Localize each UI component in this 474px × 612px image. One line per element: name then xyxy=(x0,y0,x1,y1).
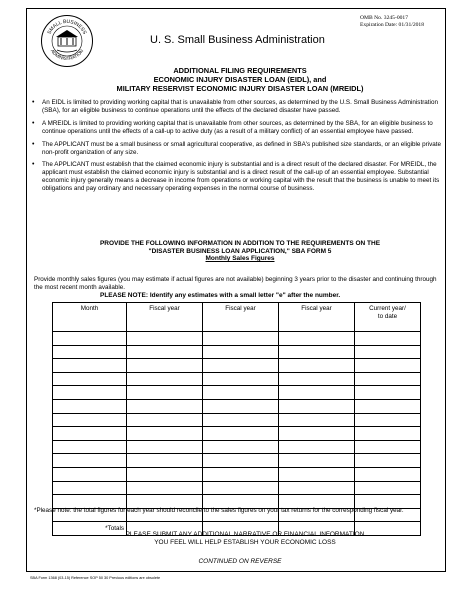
sales-entry-cell[interactable] xyxy=(355,454,421,468)
table-body xyxy=(53,332,421,536)
sales-entry-cell[interactable] xyxy=(355,467,421,481)
sales-entry-cell[interactable] xyxy=(127,386,203,400)
bullet-item xyxy=(30,99,445,115)
table-row xyxy=(53,467,421,481)
monthly-sales-table xyxy=(52,302,421,536)
sales-entry-cell[interactable] xyxy=(279,427,355,441)
sales-entry-cell[interactable] xyxy=(279,359,355,373)
sales-entry-cell[interactable] xyxy=(127,481,203,495)
form-title xyxy=(60,66,420,93)
provide-line-2: "DISASTER BUSINESS LOAN APPLICATION," SBA FORM 5 xyxy=(148,247,332,255)
sales-entry-cell[interactable] xyxy=(127,440,203,454)
sales-entry-cell[interactable] xyxy=(53,413,127,427)
sales-entry-cell[interactable] xyxy=(53,399,127,413)
bullet-text: An EIDL is limited to providing working capital that is unavailable from other sources, as determined by the U.S. Small Business Administration (SBA), for an eligible business to continue operations until the effects of the declared disaster have passed. xyxy=(42,99,438,114)
provide-heading xyxy=(70,240,410,263)
agency-name: U. S. Small Business Administration xyxy=(150,34,325,46)
omb-number: OMB No. 3245-0017 xyxy=(360,15,409,21)
sales-entry-cell[interactable] xyxy=(203,467,279,481)
sales-entry-cell[interactable] xyxy=(279,440,355,454)
sales-entry-cell[interactable] xyxy=(203,427,279,441)
bullet-item xyxy=(30,120,445,136)
sales-entry-cell[interactable] xyxy=(355,440,421,454)
sales-entry-cell[interactable] xyxy=(203,386,279,400)
sales-entry-cell[interactable] xyxy=(279,413,355,427)
sales-entry-cell[interactable] xyxy=(53,454,127,468)
header-fiscal-year-3: Fiscal year xyxy=(279,303,355,332)
expiration-date: Expiration Date: 01/31/2018 xyxy=(360,22,425,28)
sales-entry-cell[interactable] xyxy=(279,386,355,400)
bullet-icon: • xyxy=(32,161,35,169)
sales-entry-cell[interactable] xyxy=(53,345,127,359)
bullet-icon: • xyxy=(32,99,35,106)
submit-line-2: YOU FEEL WILL HELP ESTABLISH YOUR ECONOMIC LOSS xyxy=(154,539,336,546)
sales-entry-cell[interactable] xyxy=(279,399,355,413)
header-current-year: Current year/ to date xyxy=(355,303,421,332)
intro-text: Provide monthly sales figures (you may estimate if actual figures are not available) beginning 3 years prior to the disaster and continuing through the most recent month available. xyxy=(34,276,437,291)
sales-entry-cell[interactable] xyxy=(279,481,355,495)
sales-entry-cell[interactable] xyxy=(53,467,127,481)
sales-entry-cell[interactable] xyxy=(279,454,355,468)
totals-label: *Totals xyxy=(53,522,127,536)
sales-entry-cell[interactable] xyxy=(127,359,203,373)
sales-entry-cell[interactable] xyxy=(203,399,279,413)
requirements-list xyxy=(30,99,445,198)
totals-footnote: *Please note: the total figures for each year should reconcile to the sales figures on your tax returns for the corresponding fiscal year. xyxy=(34,507,404,514)
sales-entry-cell[interactable] xyxy=(355,481,421,495)
sales-entry-cell[interactable] xyxy=(203,413,279,427)
table-row xyxy=(53,427,421,441)
sales-entry-cell[interactable] xyxy=(203,481,279,495)
sales-entry-cell[interactable] xyxy=(127,332,203,346)
header-fiscal-year-2: Fiscal year xyxy=(203,303,279,332)
bullet-text: The APPLICANT must establish that the claimed economic injury is substantial and is a direct result of the declared disaster. For MREIDL, the applicant must establish the claimed economic injury is substantial and is a direct result of the call-up of an essential employee. Substantial economic injury generally means a decrease in income from operations or working capital with the result that the business is unable to meet its obligations and pay ordinary and necessary operating expenses in the normal course of business. xyxy=(42,161,440,193)
sales-entry-cell[interactable] xyxy=(53,440,127,454)
sales-entry-cell[interactable] xyxy=(355,372,421,386)
sales-entry-cell[interactable] xyxy=(355,413,421,427)
sales-entry-cell[interactable] xyxy=(355,386,421,400)
sales-entry-cell[interactable] xyxy=(279,467,355,481)
sales-entry-cell[interactable] xyxy=(355,427,421,441)
sales-entry-cell[interactable] xyxy=(203,454,279,468)
title-line-3: MILITARY RESERVIST ECONOMIC INJURY DISASTER LOAN (MREIDL) xyxy=(116,84,364,93)
sales-entry-cell[interactable] xyxy=(53,372,127,386)
sales-entry-cell[interactable] xyxy=(355,332,421,346)
table-row xyxy=(53,386,421,400)
sales-entry-cell[interactable] xyxy=(279,372,355,386)
sales-entry-cell[interactable] xyxy=(127,467,203,481)
sales-entry-cell[interactable] xyxy=(53,359,127,373)
bullet-text: A MREIDL is limited to providing working capital that is unavailable from other sources, as determined by the SBA, for an eligible business to continue operations until the effects of a call-up to active duty (as a result of a military conflict) of an essential employee have passed. xyxy=(42,119,433,135)
sales-entry-cell[interactable] xyxy=(127,372,203,386)
form-identifier: SBA Form 1368 (03-15) Reference SOP 50 30 Previous editions are obsolete xyxy=(30,576,161,580)
sales-entry-cell[interactable] xyxy=(53,481,127,495)
sba-seal-logo xyxy=(40,14,94,68)
table-row xyxy=(53,454,421,468)
omb-block xyxy=(360,15,424,29)
table-header-row xyxy=(53,303,421,332)
table-row xyxy=(53,345,421,359)
header-month: Month xyxy=(53,303,127,332)
sales-entry-cell[interactable] xyxy=(53,332,127,346)
bullet-item xyxy=(30,161,445,193)
sales-entry-cell[interactable] xyxy=(279,345,355,359)
sales-entry-cell[interactable] xyxy=(127,427,203,441)
please-note: PLEASE NOTE: Identify any estimates with a small letter "e" after the number. xyxy=(100,292,341,299)
sales-entry-cell[interactable] xyxy=(355,359,421,373)
sales-entry-cell[interactable] xyxy=(203,359,279,373)
svg-text:ADMINISTRATION: ADMINISTRATION xyxy=(49,48,85,62)
bullet-icon: • xyxy=(32,119,35,127)
table-row xyxy=(53,481,421,495)
sales-entry-cell[interactable] xyxy=(53,427,127,441)
table-row xyxy=(53,399,421,413)
table-row xyxy=(53,440,421,454)
table-row xyxy=(53,359,421,373)
provide-line-1: PROVIDE THE FOLLOWING INFORMATION IN ADDITION TO THE REQUIREMENTS ON THE xyxy=(99,240,381,247)
sales-entry-cell[interactable] xyxy=(53,386,127,400)
title-line-2: ECONOMIC INJURY DISASTER LOAN (EIDL), and xyxy=(153,75,327,84)
sales-entry-cell[interactable] xyxy=(279,332,355,346)
sales-entry-cell[interactable] xyxy=(355,399,421,413)
table-row xyxy=(53,372,421,386)
sales-entry-cell[interactable] xyxy=(127,413,203,427)
table-row xyxy=(53,332,421,346)
title-line-1: ADDITIONAL FILING REQUIREMENTS xyxy=(173,66,307,75)
svg-text:SMALL BUSINESS: SMALL BUSINESS xyxy=(46,18,88,36)
bullet-item xyxy=(30,141,445,157)
sales-entry-cell[interactable] xyxy=(127,454,203,468)
header-fiscal-year-1: Fiscal year xyxy=(127,303,203,332)
continued-on-reverse: CONTINUED ON REVERSE xyxy=(198,558,282,565)
submit-line-1: PLEASE SUBMIT ANY ADDITIONAL NARRATIVE OR FINANCIAL INFORMATION xyxy=(125,531,365,538)
sales-entry-cell[interactable] xyxy=(203,372,279,386)
sales-entry-cell[interactable] xyxy=(127,345,203,359)
sales-entry-cell[interactable] xyxy=(203,440,279,454)
sales-entry-cell[interactable] xyxy=(127,399,203,413)
sales-entry-cell[interactable] xyxy=(203,345,279,359)
table-row xyxy=(53,413,421,427)
sales-entry-cell[interactable] xyxy=(203,332,279,346)
monthly-sales-heading: Monthly Sales Figures xyxy=(205,255,275,263)
submit-note xyxy=(90,531,400,547)
sales-entry-cell[interactable] xyxy=(355,345,421,359)
bullet-icon: • xyxy=(32,140,35,148)
bullet-text: The APPLICANT must be a small business or small agricultural cooperative, as defined in SBA's published size standards, or an eligible private non-profit organization of any size. xyxy=(42,140,442,156)
